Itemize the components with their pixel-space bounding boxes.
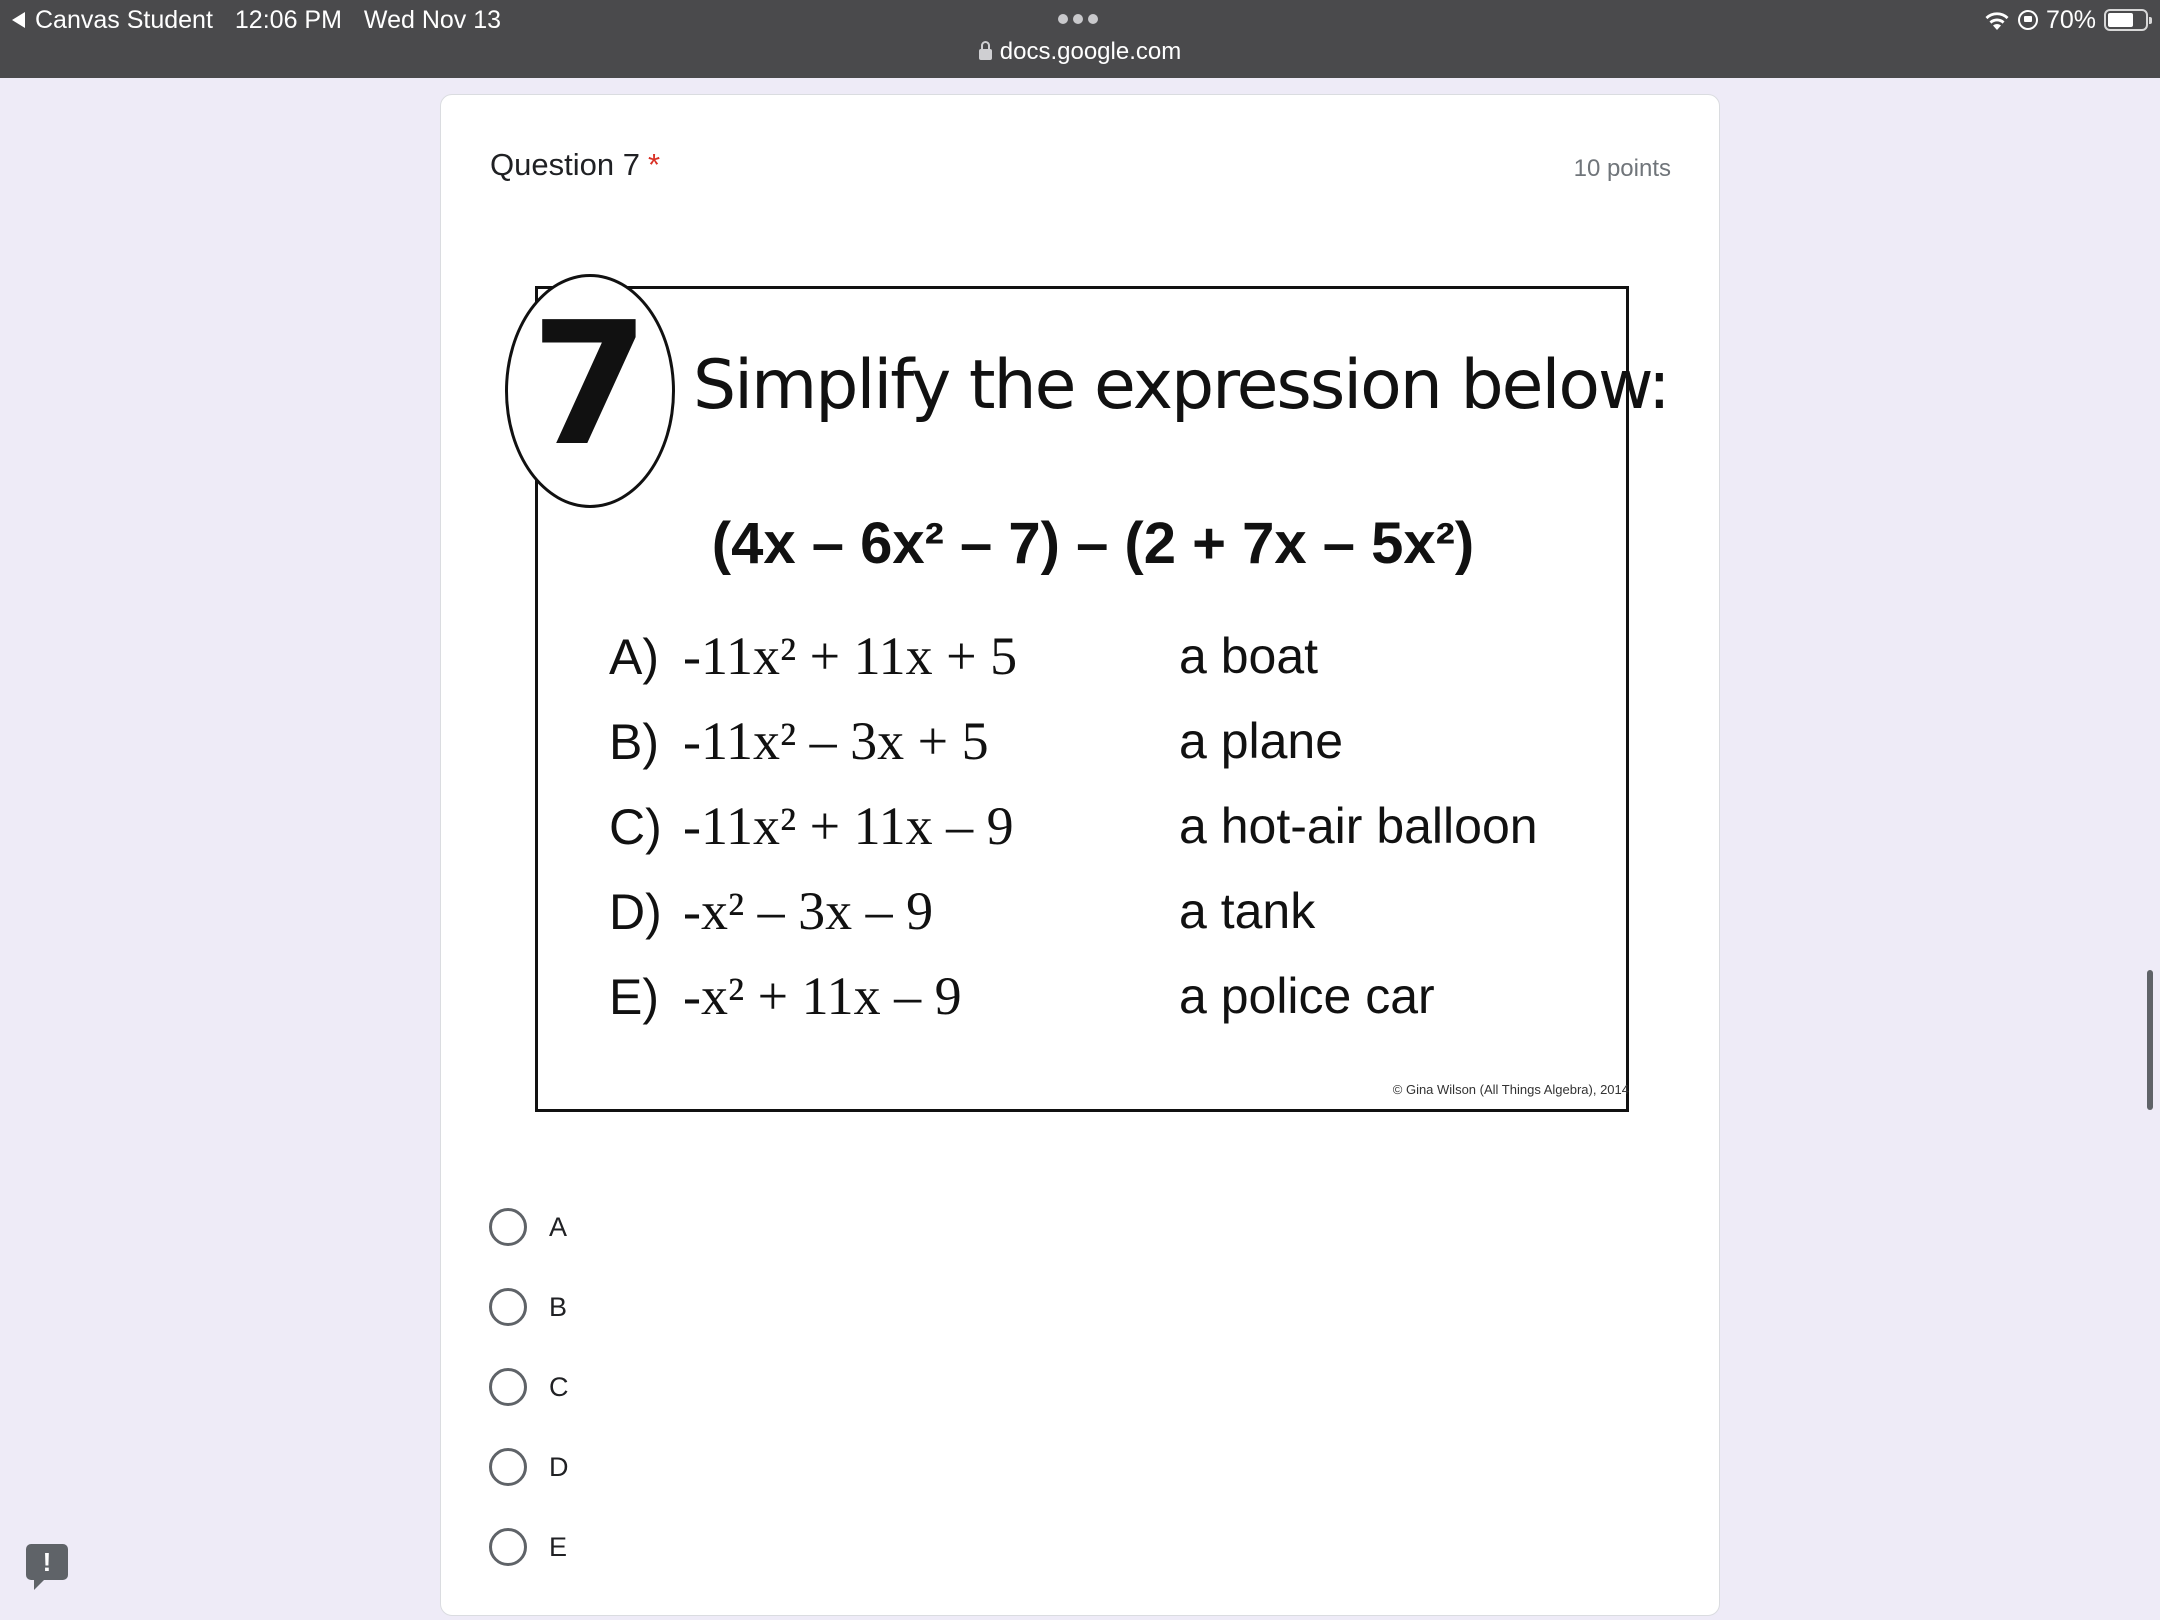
question-number-badge [505,274,675,508]
report-problem-icon[interactable] [26,1544,68,1580]
status-bar [0,0,2160,78]
choice-label[interactable]: A [549,1211,568,1242]
option-expression: -11x² – 3x + 5 [683,711,989,771]
option-object-b: a plane [1179,713,1344,769]
status-date: Wed Nov 13 [363,5,502,34]
back-to-app[interactable] [12,4,501,36]
question-image [503,270,1683,1230]
back-app-label[interactable]: Canvas Student [35,5,213,34]
orientation-lock-icon [2018,10,2038,30]
figure-heading: Simplify the expression below: [693,346,1669,425]
choice-c[interactable] [489,1347,569,1427]
question-points: 10 points [1573,155,1671,182]
figure-option-c [609,795,1014,857]
choice-b[interactable] [489,1267,569,1347]
scrollbar-thumb[interactable] [2147,970,2153,1110]
figure-option-a [609,625,1017,687]
question-title [490,147,660,183]
choice-d[interactable] [489,1427,569,1507]
option-expression: -x² – 3x – 9 [683,881,934,941]
option-expression: -x² + 11x – 9 [683,966,962,1026]
option-expression: -11x² + 11x + 5 [683,626,1018,686]
option-letter: E) [609,969,659,1025]
choice-label[interactable]: C [549,1371,569,1402]
lock-icon [979,49,992,60]
choice-e[interactable] [489,1507,569,1587]
multitasking-dots-icon[interactable] [1058,14,1098,24]
option-letter: D) [609,884,662,940]
answer-choices [489,1187,569,1587]
url-text: docs.google.com [999,38,1182,65]
feedback-glyph[interactable]: ! [42,1547,52,1577]
option-letter: A) [609,629,659,685]
radio-button[interactable] [489,1528,527,1566]
option-object-c: a hot-air balloon [1179,798,1538,854]
choice-label[interactable]: D [549,1451,569,1482]
option-object-e: a police car [1179,968,1435,1024]
wifi-icon [1984,9,2010,31]
figure-option-e [609,965,962,1027]
required-asterisk: * [647,147,661,182]
choice-label[interactable]: E [549,1531,568,1562]
status-time: 12:06 PM [234,5,342,34]
question-title-text: Question 7 [490,147,640,182]
status-indicators [1984,4,2148,36]
choice-label[interactable]: B [549,1291,568,1322]
option-object-d: a tank [1179,883,1316,939]
choice-a[interactable] [489,1187,569,1267]
battery-icon [2104,9,2148,31]
radio-button[interactable] [489,1368,527,1406]
battery-percent: 70% [2045,5,2096,34]
radio-button[interactable] [489,1288,527,1326]
option-letter: C) [609,799,662,855]
figure-option-b [609,710,989,772]
figure-expression: (4x – 6x² – 7) – (2 + 7x – 5x²) [711,511,1475,576]
figure-copyright: © Gina Wilson (All Things Algebra), 2014 [1392,1082,1629,1097]
option-letter: B) [609,714,659,770]
option-object-a: a boat [1179,628,1319,684]
option-expression: -11x² + 11x – 9 [683,796,1014,856]
question-card [440,94,1720,1616]
question-number: 7 [530,286,650,484]
address-bar[interactable] [0,38,2160,66]
back-arrow-icon[interactable] [12,12,25,28]
radio-button[interactable] [489,1448,527,1486]
radio-button[interactable] [489,1208,527,1246]
figure-option-d [609,880,933,942]
